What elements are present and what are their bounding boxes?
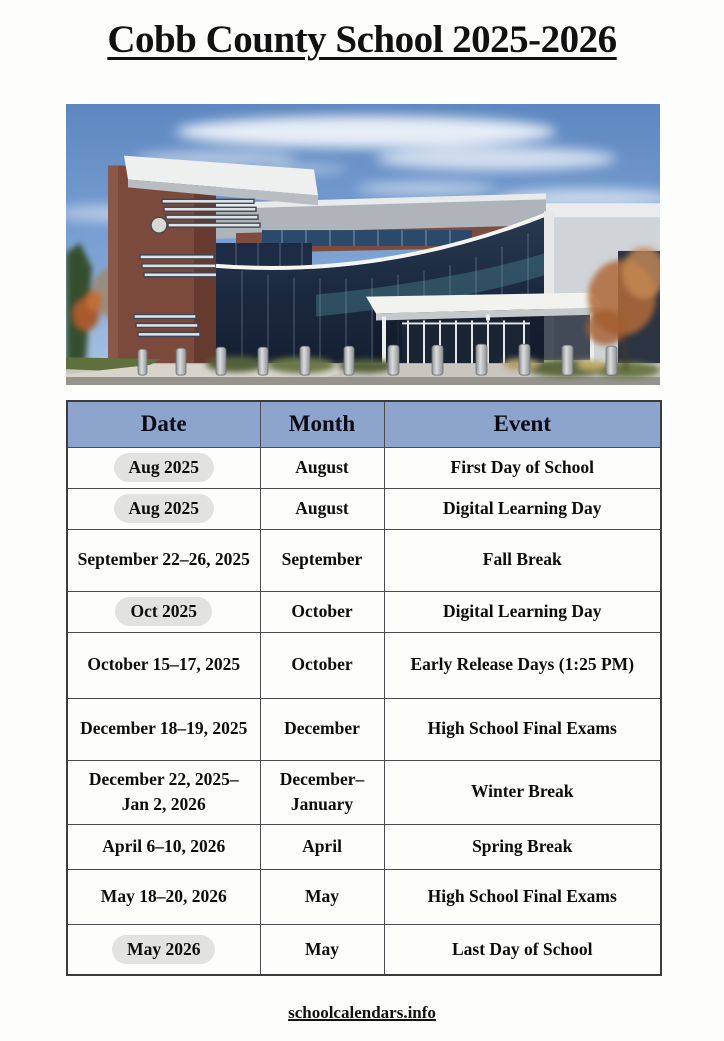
event-cell: Digital Learning Day bbox=[384, 591, 661, 632]
date-cell-text: Aug 2025 bbox=[114, 453, 215, 482]
event-cell: Last Day of School bbox=[384, 924, 661, 975]
table-row bbox=[67, 529, 661, 591]
date-cell-text: April 6–10, 2026 bbox=[102, 835, 226, 856]
event-cell: Fall Break bbox=[384, 529, 661, 591]
calendar-page bbox=[0, 17, 724, 1041]
date-cell-text: September 22–26, 2025 bbox=[77, 549, 250, 570]
header-event: Event bbox=[384, 401, 661, 447]
date-cell bbox=[67, 869, 260, 924]
month-cell: December bbox=[260, 698, 384, 760]
date-cell-text: December 18–19, 2025 bbox=[80, 718, 248, 739]
date-cell-text: December 22, 2025–Jan 2, 2026 bbox=[88, 768, 239, 814]
month-cell: October bbox=[260, 591, 384, 632]
date-cell-text: May 2026 bbox=[112, 935, 215, 964]
event-cell: Spring Break bbox=[384, 824, 661, 869]
event-cell: High School Final Exams bbox=[384, 698, 661, 760]
date-cell bbox=[67, 529, 260, 591]
date-cell-text: Aug 2025 bbox=[114, 494, 215, 523]
header-date: Date bbox=[67, 401, 260, 447]
table-row bbox=[67, 760, 661, 824]
date-cell-text: October 15–17, 2025 bbox=[87, 654, 241, 675]
month-cell: May bbox=[260, 924, 384, 975]
calendar-table bbox=[66, 400, 662, 976]
month-cell: August bbox=[260, 488, 384, 529]
event-cell: High School Final Exams bbox=[384, 869, 661, 924]
month-cell: October bbox=[260, 632, 384, 698]
month-cell: September bbox=[260, 529, 384, 591]
month-cell: December–January bbox=[260, 760, 384, 824]
date-cell bbox=[67, 488, 260, 529]
school-building-photo bbox=[66, 104, 660, 385]
event-cell: Winter Break bbox=[384, 760, 661, 824]
table-row bbox=[67, 488, 661, 529]
table-header-row bbox=[67, 401, 661, 447]
month-cell: May bbox=[260, 869, 384, 924]
date-cell bbox=[67, 591, 260, 632]
school-building-illustration bbox=[66, 104, 660, 385]
event-cell: First Day of School bbox=[384, 447, 661, 488]
table-row bbox=[67, 632, 661, 698]
month-cell: April bbox=[260, 824, 384, 869]
footer-site-link[interactable]: schoolcalendars.info bbox=[288, 1003, 436, 1022]
event-cell: Digital Learning Day bbox=[384, 488, 661, 529]
date-cell-text: Oct 2025 bbox=[115, 597, 212, 626]
table-row bbox=[67, 447, 661, 488]
table-row bbox=[67, 924, 661, 975]
table-row bbox=[67, 824, 661, 869]
table-row bbox=[67, 591, 661, 632]
footer bbox=[0, 1003, 724, 1023]
page-title: Cobb County School 2025-2026 bbox=[107, 18, 617, 61]
date-cell bbox=[67, 698, 260, 760]
date-cell bbox=[67, 824, 260, 869]
date-cell bbox=[67, 924, 260, 975]
calendar-table-body bbox=[67, 447, 661, 975]
date-cell bbox=[67, 760, 260, 824]
table-row bbox=[67, 698, 661, 760]
table-row bbox=[67, 869, 661, 924]
month-cell: August bbox=[260, 447, 384, 488]
header-month: Month bbox=[260, 401, 384, 447]
event-cell: Early Release Days (1:25 PM) bbox=[384, 632, 661, 698]
date-cell bbox=[67, 632, 260, 698]
date-cell-text: May 18–20, 2026 bbox=[100, 885, 227, 906]
date-cell bbox=[67, 447, 260, 488]
